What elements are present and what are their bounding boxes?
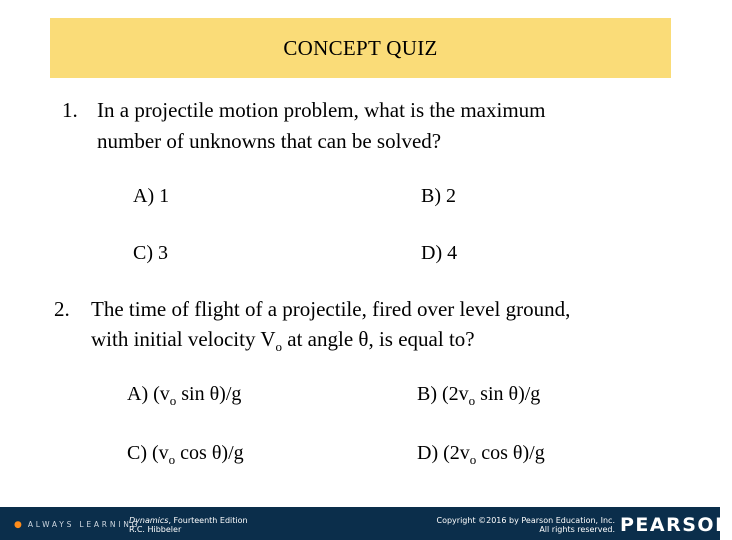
footer-bar xyxy=(0,507,732,540)
book-citation xyxy=(129,516,248,534)
question-2-option-d[interactable]: D) ($2v_o$ cos θ)/g xyxy=(417,442,545,467)
orange-bullet-icon: ● xyxy=(14,520,22,530)
book-edition: , Fourteenth Edition xyxy=(168,516,248,525)
question-2-number: 2. xyxy=(54,297,70,321)
book-author: R.C. Hibbeler xyxy=(129,525,182,534)
question-1-option-d[interactable]: D) 4 xyxy=(421,242,458,264)
question-2-option-c[interactable]: C) ($v_o$ cos θ)/g xyxy=(127,442,244,467)
rights-text: All rights reserved. xyxy=(539,525,615,534)
question-1-option-c[interactable]: C) 3 xyxy=(133,242,168,264)
book-title: Dynamics xyxy=(129,516,169,525)
slide-title: CONCEPT QUIZ xyxy=(283,35,438,60)
question-1-option-b[interactable]: B) 2 xyxy=(421,185,456,207)
question-1-number: 1. xyxy=(62,98,78,122)
question-2-option-b[interactable]: B) ($2v_o$ sin θ)/g xyxy=(417,383,541,408)
title-bar xyxy=(50,18,671,78)
question-2-line-1: The time of flight of a projectile, fired over level ground, xyxy=(91,297,571,321)
pearson-logo: PEARSON xyxy=(620,514,732,536)
question-1-line-2: number of unknowns that can be solved? xyxy=(97,129,442,153)
question-1-option-a[interactable]: A) 1 xyxy=(133,185,170,207)
copyright-notice xyxy=(400,516,615,534)
copyright-text: Copyright ©2016 by Pearson Education, Inc. xyxy=(436,516,615,525)
question-2-option-a[interactable]: A) ($v_o$ sin θ)/g xyxy=(127,383,242,408)
question-1-line-1: In a projectile motion problem, what is the maximum xyxy=(97,98,546,122)
always-learning-tagline: ● ALWAYS LEARNING xyxy=(14,520,141,530)
question-2-line-2: with initial velocity $V_o$ at angle θ, is equal to? xyxy=(91,327,475,354)
